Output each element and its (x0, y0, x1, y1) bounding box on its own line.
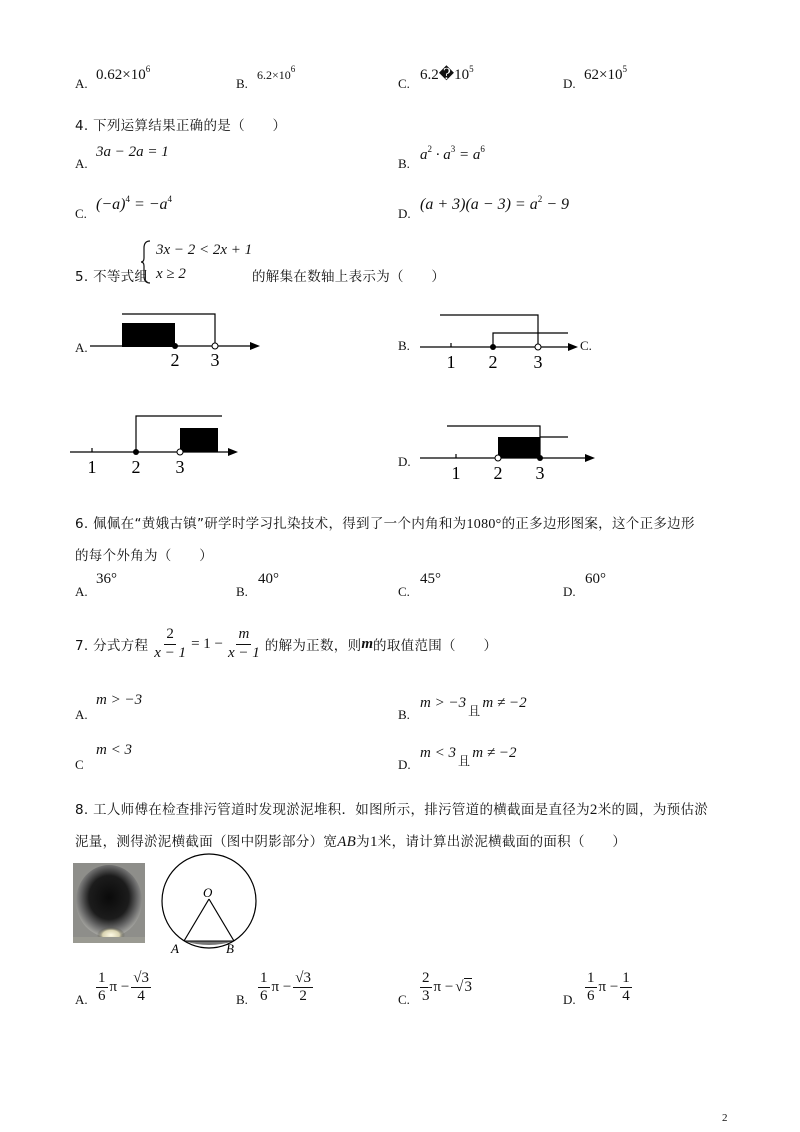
q7-stem: 7. 分式方程 $\frac{2}{x - 1}$ = 1 − $\frac{m}{x - 1}$ 的解为正数，则 m 的取值范围（ ） (75, 626, 498, 661)
exponent: 6 (290, 64, 296, 74)
q8-stem-line2: 泥量，测得淤泥横截面（图中阴影部分）宽AB为1米，请计算出淤泥横截面的面积（ ） (75, 834, 627, 850)
q6-option-d: 60° (585, 571, 606, 587)
tick-label: 1 (87, 457, 97, 477)
option-label: B. (236, 76, 248, 91)
exponent: 5 (469, 64, 474, 74)
option-label: A. (75, 340, 88, 355)
point-a-label: A (171, 941, 179, 956)
option-label: B. (398, 156, 410, 171)
q4-option-d: $(a + 3)(a - 3) = a^2 - 9$ (420, 194, 569, 213)
option-label: D. (398, 454, 411, 469)
tick-label: 2 (488, 352, 498, 372)
option-value: 6.2�10 (420, 67, 470, 83)
option-label: D. (563, 76, 576, 91)
exponent: 5 (622, 64, 627, 74)
q6-option-c: 45° (420, 571, 441, 587)
q7-option-a: m > −3 (96, 692, 143, 708)
q8-option-c: $\frac{2}{3}$ π − √3 (422, 970, 473, 1005)
option-label: D. (563, 992, 576, 1007)
brace-icon (140, 240, 152, 284)
option-label: C. (75, 206, 87, 221)
q7-option-c: m < 3 (96, 742, 132, 758)
option-label: C. (398, 584, 410, 599)
page-number: 2 (722, 1112, 728, 1124)
q5-numberline-a (90, 310, 270, 370)
option-label: A. (75, 584, 88, 599)
q8-option-d: $\frac{1}{6}$ π − $\frac{1}{4}$ (587, 970, 630, 1005)
tick-label: 3 (535, 463, 545, 483)
option-value: 6.2×10 (257, 68, 291, 82)
q4-option-b: $a^2 \cdot a^3 = a^6$ (420, 144, 485, 163)
option-label: B. (236, 584, 248, 599)
tick-label: 2 (493, 463, 503, 483)
tick-label: 2 (131, 457, 141, 477)
option-label: B. (236, 992, 248, 1007)
option-label: C. (398, 992, 410, 1007)
option-value: 62×10 (584, 67, 623, 83)
option-label: A. (75, 76, 88, 91)
tick-label: 1 (451, 463, 461, 483)
tick-label: 3 (175, 457, 185, 477)
q5-numberline-c (70, 410, 250, 475)
option-label: D. (563, 584, 576, 599)
q8-option-b: $\frac{1}{6}$ π − $\frac{√3}{2}$ (260, 970, 312, 1005)
option-label: D. (398, 757, 411, 772)
q4-option-c: $(-a)^4 = -a^4$ (96, 194, 173, 213)
q7-option-b: m > −3 $_且$ m ≠ −2 (420, 695, 527, 718)
option-label: A. (75, 156, 88, 171)
option-label: C. (398, 76, 410, 91)
q6-option-a: 36° (96, 571, 117, 587)
pipe-photo (73, 863, 145, 943)
q8-stem-line1: 8. 工人师傅在检查排污管道时发现淤泥堆积．如图所示，排污管道的横截面是直径为2米的圆，为预估淤 (75, 802, 709, 818)
q5-system-line1: 3x − 2 < 2x + 1 (156, 242, 253, 258)
option-label: C. (580, 338, 592, 353)
tick-label: 3 (210, 350, 220, 370)
tick-label: 3 (533, 352, 543, 372)
point-b-label: B (226, 941, 234, 956)
point-o-label: O (203, 885, 213, 900)
option-value: 0.62×10 (96, 67, 146, 83)
q5-tail: 的解集在数轴上表示为（ ） (252, 269, 446, 285)
q5-system-line2: x ≥ 2 (156, 266, 186, 282)
option-label: C (75, 757, 84, 772)
q6-option-b: 40° (258, 571, 279, 587)
option-label: D. (398, 206, 411, 221)
q6-stem-line1: 6. 佩佩在“黄娥古镇”研学时学习扎染技术，得到了一个内角和为1080°的正多边形图案，这个正多边形 (75, 516, 695, 532)
tick-label: 2 (170, 350, 180, 370)
q7-option-d: m < 3 $_且$ m ≠ −2 (420, 745, 517, 768)
option-label: A. (75, 707, 88, 722)
tick-label: 1 (446, 352, 456, 372)
pipe-cross-section-diagram (155, 855, 265, 955)
q5-numberline-d (420, 418, 610, 483)
exponent: 6 (145, 64, 151, 74)
q8-option-a: $\frac{1}{6}$ π − $\frac{√3}{4}$ (98, 970, 150, 1005)
q6-stem-line2: 的每个外角为（ ） (75, 548, 213, 564)
option-label: A. (75, 992, 88, 1007)
q4-stem: 4. 下列运算结果正确的是（ ） (75, 118, 287, 134)
q5-number: 5. 不等式组 (75, 269, 149, 285)
option-label: B. (398, 707, 410, 722)
q4-option-a: 3a − 2a = 1 (96, 144, 169, 160)
option-label: B. (398, 338, 410, 353)
